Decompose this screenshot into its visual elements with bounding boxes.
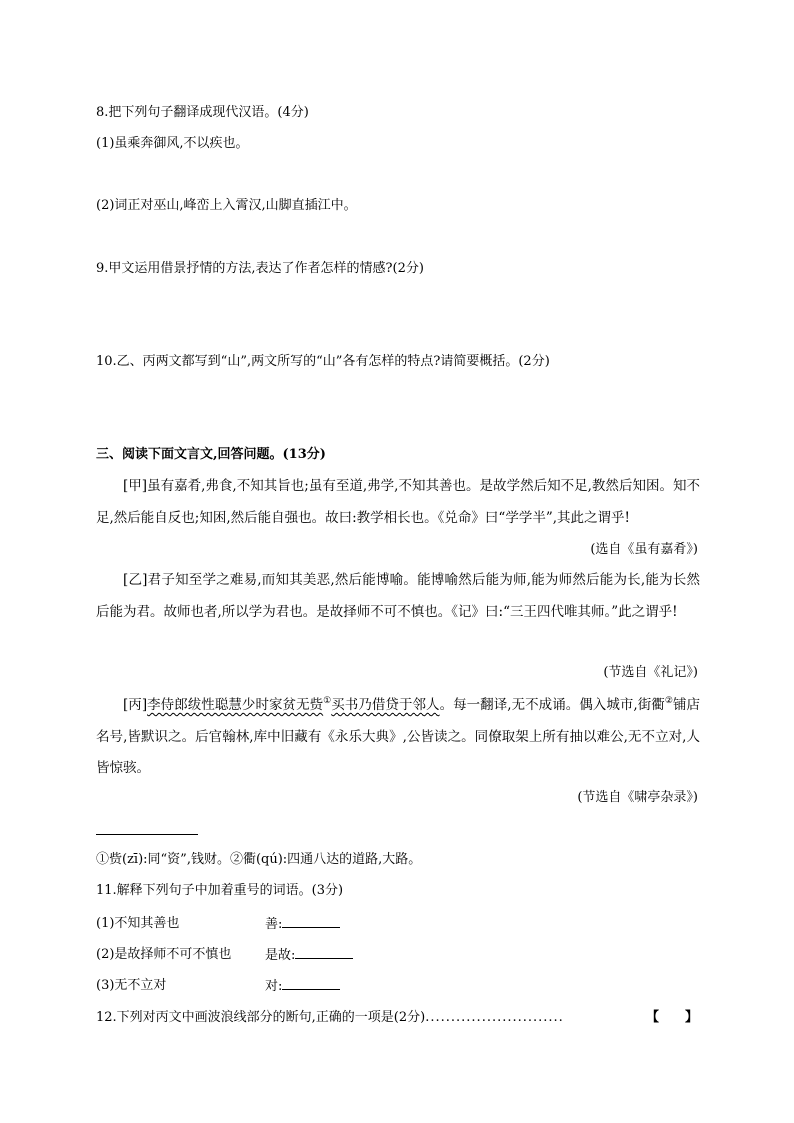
q11-word-2: 是故: [265,948,296,963]
wavy-line-text-1: 李侍郎绂性聪慧少时家贫无赀 [147,697,324,713]
footnote-marker-1: ① [323,696,332,706]
section-3-heading: 三、阅读下面文言文,回答问题。(13分) [96,447,326,462]
q11-item-3 [96,977,166,995]
passage-bing-text-1: 。每一翻译,无不成诵。偶入城市,街衢 [439,697,665,713]
q9-question: 9.甲文运用借景抒情的方法,表达了作者怎样的情感?(2分) [96,261,424,276]
answer-blank-1[interactable] [282,915,340,928]
q8-item-1: (1)虽乘奔御风,不以疾也。 [96,136,249,151]
q11-sentence-3: (3)无不立对 [96,978,167,993]
q11-word-1: 善: [265,917,283,932]
q11-item-2 [96,946,231,964]
q12-question [96,1009,564,1027]
footnote-divider [96,834,198,835]
q11-word-3: 对: [265,979,283,994]
passage-bing [96,690,700,785]
passage-yi-source: (节选自《礼记》) [603,665,698,680]
wavy-line-text-2: 买书乃借贷于邻人 [331,697,440,713]
q8-item-2: (2)词正对巫山,峰峦上入霄汉,山脚直插江中。 [96,198,357,213]
passage-jia: [甲]虽有嘉肴,弗食,不知其旨也;虽有至道,弗学,不知其善也。是故学然后知不足,教然后知困。知不足,然后能自反也;知困,然后能自强也。故曰:教学相长也。《兑命》曰“学学半”,其此之谓乎! [96,478,700,526]
q11-answer-2 [265,946,353,965]
q12-title: 12.下列对丙文中画波浪线部分的断句,正确的一项是(2分) [96,1010,426,1025]
q10-question: 10.乙、丙两文都写到“山”,两文所写的“山”各有怎样的特点?请简要概括。(2分) [96,354,550,369]
q11-item-1 [96,915,179,933]
q11-title: 11.解释下列句子中加着重号的词语。(3分) [96,883,344,898]
answer-blank-2[interactable] [295,946,353,959]
passage-bing-label: [丙] [123,697,148,713]
q8-title: 8.把下列句子翻译成现代汉语。(4分) [96,105,309,120]
q11-sentence-2: (2)是故择师不可不慎也 [96,947,232,962]
passage-bing-text-2: 铺店名号,皆默识之。后官翰林,库中旧藏有《永乐大典》,公皆读之。同僚取架上所有抽以难公,无不立对,人皆惊骇。 [96,697,700,776]
q12-leader-dots: ........................... [425,1010,564,1025]
passage-jia-source: (选自《虽有嘉肴》) [590,542,698,557]
q11-answer-3 [265,977,340,996]
passage-bing-source: (节选自《啸亭杂录》) [577,790,698,805]
answer-blank-3[interactable] [282,977,340,990]
q12-answer-bracket[interactable]: 【 】 [645,1010,698,1025]
footnote-text: ①赀(zī):同“资”,钱财。②衢(qú):四通八达的道路,大路。 [96,852,422,867]
passage-yi: [乙]君子知至学之难易,而知其美恶,然后能博喻。能博喻然后能为师,能为师然后能为长,能为长然后能为君。故师也者,所以学为君也。是故择师不可不慎也。《记》曰:“三王四代唯其师。”此之谓乎! [96,572,700,620]
footnote-marker-2: ② [664,696,673,706]
q11-answer-1 [265,915,340,934]
q11-sentence-1: (1)不知其善也 [96,916,180,931]
